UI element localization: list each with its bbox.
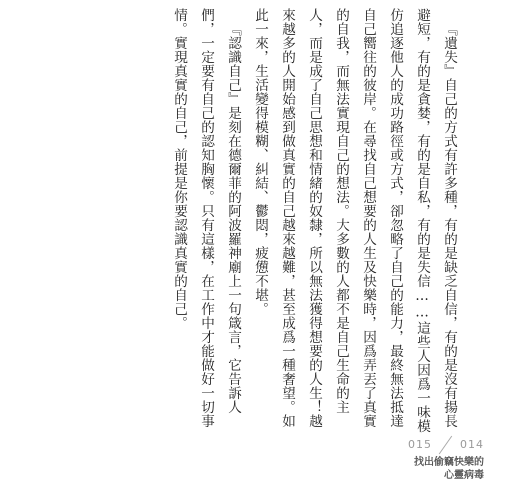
running-title	[414, 456, 484, 482]
paragraph: 『遺失』自己的方式有許多種，有的是缺乏自信，有的是沒有揚長避短，有的是貪婪，有的是自私，有的是失信……這些人因爲一味模仿追逐他人的成功路徑或方式，卻忽略了自己的能力，最終無法抵達自己嚮往的彼岸。在尋找自己想要的人生及快樂時，因爲弄丟了真實的自我，而無法實現自己的想法。大多數的人都不是自己生命的主人，而是成了自己思想和情緒的奴隸，所以無法獲得想要的人生！越來越多的人開始感到做真實的自己越來越難，甚至成爲一種奢望。如此一來，生活變得模糊、糾結、鬱悶，疲憊不堪。	[252, 8, 457, 433]
slash-divider	[435, 438, 457, 452]
page-footer	[334, 438, 484, 486]
page-number-left: 015	[408, 438, 432, 451]
page-number-right: 014	[460, 438, 484, 451]
page-numbers	[408, 438, 484, 452]
body-text	[155, 8, 462, 433]
paragraph: 『認識自己』是刻在德爾菲的阿波羅神廟上一句箴言，它告訴人們，一定要有自己的認知胸懷。只有這樣，在工作中才能做好一切事情。實現真實的自己，前提是你要認識真實的自己。	[171, 8, 241, 428]
running-title-line2: 心靈病毒	[444, 470, 484, 481]
running-title-line1: 找出偷竊快樂的	[414, 457, 484, 468]
